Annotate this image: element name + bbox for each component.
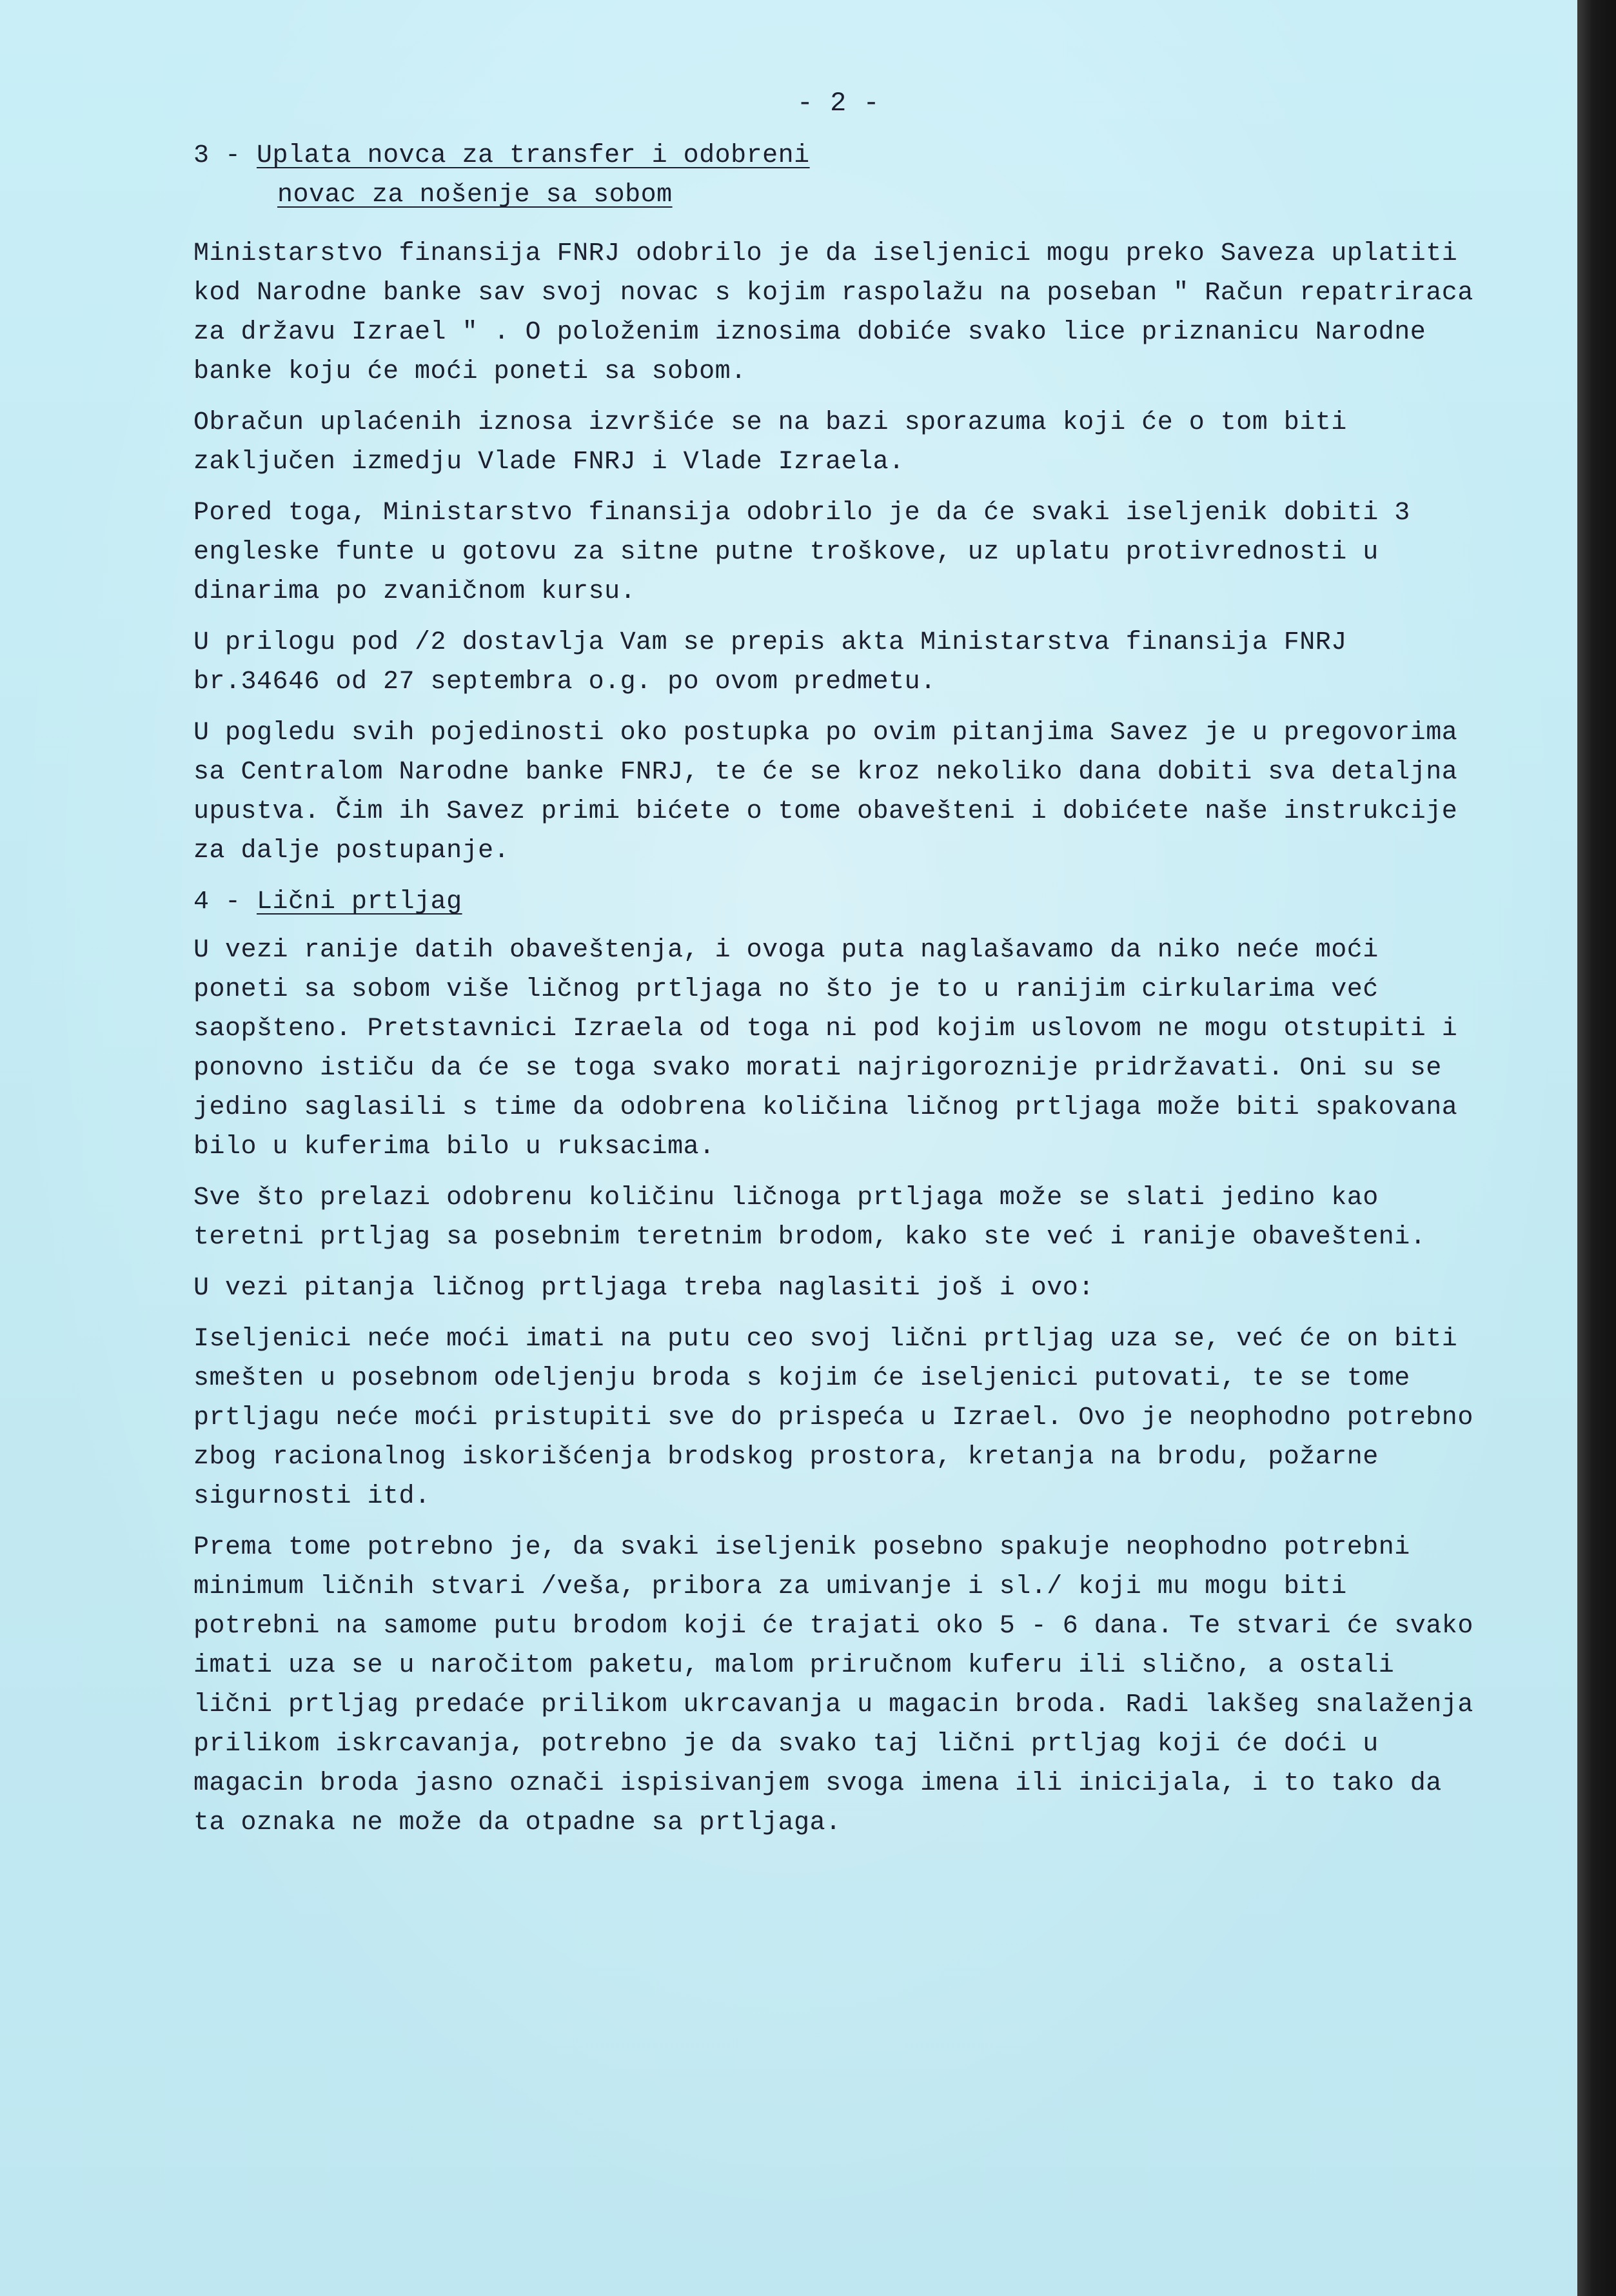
section-4-heading xyxy=(193,882,1483,922)
section-3-paragraph: U prilogu pod /2 dostavlja Vam se prepis akta Ministarstva finansija FNRJ br.34646 od 27 septembra o.g. po ovom predmetu. xyxy=(193,628,1347,697)
section-4-paragraph: Sve što prelazi odobrenu količinu ličnoga prtljaga može se slati jedino kao teretni prtljag sa posebnim teretnim brodom, kako ste već i ranije obavešteni. xyxy=(193,1183,1426,1252)
section-4-title: Lični prtljag xyxy=(257,887,462,916)
section-3-paragraph: Obračun uplaćenih iznosa izvršiće se na bazi sporazuma koji će o tom biti zaključen izmedju Vlade FNRJ i Vlade Izraela. xyxy=(193,408,1347,477)
section-4-paragraph: U vezi ranije datih obaveštenja, i ovoga puta naglašavamo da niko neće moći poneti sa sobom više ličnog prtljaga no što je to u ranijim cirkularima već saopšteno. Pretstavnici Izraela od toga ni pod kojim uslovom ne mogu otstupiti i ponovno ističu da će se toga svako morati najrigoroznije pridržavati. Oni su se jedino saglasili s time da odobrena količina ličnog prtljaga može biti spakovana bilo u kuferima bilo u ruksacima. xyxy=(193,936,1458,1162)
section-3-paragraph: Ministarstvo finansija FNRJ odobrilo je da iseljenici mogu preko Saveza uplatiti kod Narodne banke sav svoj novac s kojim raspolažu na poseban " Račun repatriraca za državu Izrael " . O položenim iznosima dobiće svako lice priznanicu Narodne banke koju će moći poneti sa sobom. xyxy=(193,239,1473,386)
section-4-paragraph: U vezi pitanja ličnog prtljaga treba naglasiti još i ovo: xyxy=(193,1274,1094,1303)
page-number: - 2 - xyxy=(796,88,880,119)
section-3-title-part-1: Uplata novca za transfer i odobreni xyxy=(257,141,810,170)
section-3-paragraph: U pogledu svih pojedinosti oko postupka po ovim pitanjima Savez je u pregovorima sa Centralom Narodne banke FNRJ, te će se kroz nekoliko dana dobiti sva detaljna upustva. Čim ih Savez primi bićete o tome obavešteni i dobićete naše instrukcije za dalje postupanje. xyxy=(193,718,1458,866)
section-3-title-line-1 xyxy=(193,136,1483,175)
section-3-title-part-2: novac za nošenje sa sobom xyxy=(277,181,673,210)
section-3-heading xyxy=(193,136,1483,215)
section-3-number: 3 - xyxy=(193,141,241,170)
section-3-title-line-2 xyxy=(193,175,1483,215)
scan-edge xyxy=(1577,0,1616,2296)
document-body xyxy=(193,84,1483,1854)
section-4-paragraph: Prema tome potrebno je, da svaki iseljenik posebno spakuje neophodno potrebni minimum ličnih stvari /veša, pribora za umivanje i sl./ koji mu mogu biti potrebni na samome putu brodom koji će trajati oko 5 - 6 dana. Te stvari će svako imati uza se u naročitom paketu, malom priručnom kuferu ili slično, a ostali lični prtljag predaće prilikom ukrcavanja u magacin broda. Radi lakšeg snalaženja prilikom iskrcavanja, potrebno je da svako taj lični prtljag koji će doći u magacin broda jasno označi ispisivanjem svoga imena ili inicijala, i to tako da ta oznaka ne može da otpadne sa prtljaga. xyxy=(193,1533,1473,1837)
section-4-number: 4 - xyxy=(193,887,241,916)
section-3-paragraph: Pored toga, Ministarstvo finansija odobrilo je da će svaki iseljenik dobiti 3 engleske funte u gotovu za sitne putne troškove, uz uplatu protivrednosti u dinarima po zvaničnom kursu. xyxy=(193,499,1410,606)
section-4-paragraph: Iseljenici neće moći imati na putu ceo svoj lični prtljag uza se, već će on biti smešten u posebnom odeljenju broda s kojim će iseljenici putovati, te se tome prtljagu neće moći pristupiti sve do prispeća u Izrael. Ovo je neophodno potrebno zbog racionalnog iskorišćenja brodskog prostora, kretanja na brodu, požarne sigurnosti itd. xyxy=(193,1325,1473,1511)
